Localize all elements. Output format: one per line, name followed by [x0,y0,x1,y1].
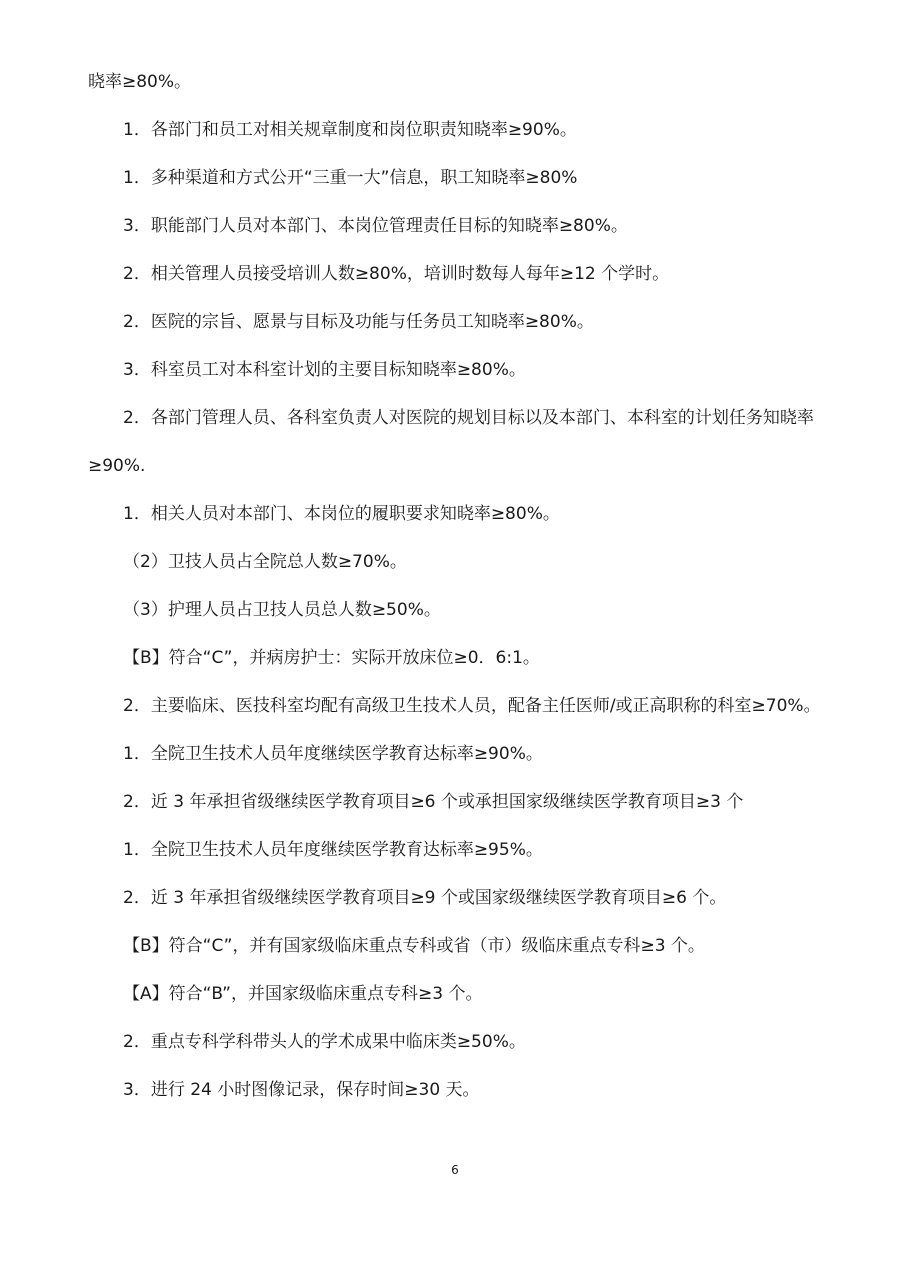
page-number: 6 [451,1163,459,1177]
document-body [88,58,828,1114]
paragraph: 2．近 3 年承担省级继续医学教育项目≥9 个或国家级继续医学教育项目≥6 个。 [123,888,727,908]
paragraph: （2）卫技人员占全院总人数≥70%。 [123,552,407,572]
paragraph: 2．重点专科学科带头人的学术成果中临床类≥50%。 [123,1032,526,1052]
paragraph: 1．多种渠道和方式公开“三重一大”信息，职工知晓率≥80% [123,168,578,188]
paragraph: 【A】符合“B”，并国家级临床重点专科≥3 个。 [123,984,483,1004]
paragraph: 【B】符合“C”，并有国家级临床重点专科或省（市）级临床重点专科≥3 个。 [123,936,705,956]
paragraph: （3）护理人员占卫技人员总人数≥50%。 [123,600,441,620]
paragraph: 2．各部门管理人员、各科室负责人对医院的规划目标以及本部门、本科室的计划任务知晓率≥90%. [88,408,814,476]
paragraph: 1．相关人员对本部门、本岗位的履职要求知晓率≥80%。 [123,504,560,524]
paragraph: 2．主要临床、医技科室均配有高级卫生技术人员，配备主任医师/或正高职称的科室≥70%。 [123,696,821,716]
paragraph: 1．各部门和员工对相关规章制度和岗位职责知晓率≥90%。 [123,120,577,140]
paragraph: 2．相关管理人员接受培训人数≥80%，培训时数每人每年≥12 个学时。 [123,264,670,284]
paragraph: 1．全院卫生技术人员年度继续医学教育达标率≥90%。 [123,744,543,764]
paragraph: 3．科室员工对本科室计划的主要目标知晓率≥80%。 [123,360,526,380]
paragraph: 2．近 3 年承担省级继续医学教育项目≥6 个或承担国家级继续医学教育项目≥3 个 [123,792,744,812]
paragraph: 2．医院的宗旨、愿景与目标及功能与任务员工知晓率≥80%。 [123,312,594,332]
paragraph: 1．全院卫生技术人员年度继续医学教育达标率≥95%。 [123,840,543,860]
paragraph: 3．职能部门人员对本部门、本岗位管理责任目标的知晓率≥80%。 [123,216,628,236]
paragraph: 【B】符合“C”，并病房护士：实际开放床位≥0．6:1。 [123,648,540,668]
paragraph: 3．进行 24 小时图像记录，保存时间≥30 天。 [123,1080,480,1100]
paragraph-continuation: 晓率≥80%。 [88,72,192,92]
